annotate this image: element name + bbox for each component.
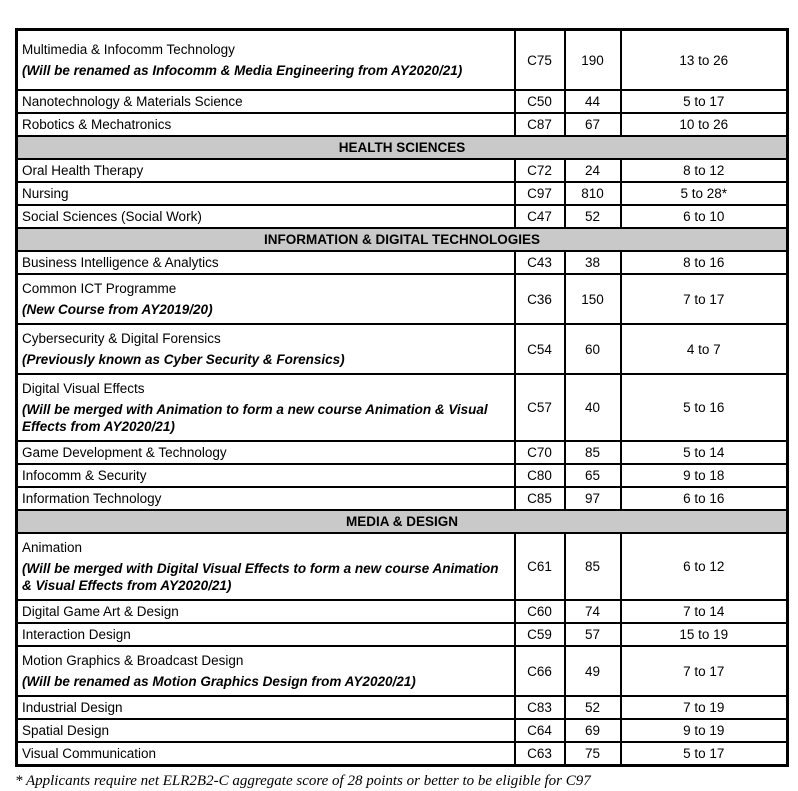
course-name: Motion Graphics & Broadcast Design xyxy=(22,653,244,668)
intake-cell: 69 xyxy=(565,719,621,742)
course-code-cell: C80 xyxy=(515,464,565,487)
course-code-cell: C47 xyxy=(515,205,565,228)
aggregate-range-cell: 15 to 19 xyxy=(621,623,788,646)
intake-cell: 49 xyxy=(565,646,621,696)
course-name: Game Development & Technology xyxy=(22,445,227,460)
aggregate-range-cell: 10 to 26 xyxy=(621,113,788,136)
course-name: Spatial Design xyxy=(22,723,110,738)
course-name: Social Sciences (Social Work) xyxy=(22,209,202,224)
intake-cell: 190 xyxy=(565,30,621,91)
course-name: Digital Game Art & Design xyxy=(22,604,179,619)
aggregate-range-cell: 4 to 7 xyxy=(621,324,788,374)
course-name: Animation xyxy=(22,540,83,555)
course-name-cell xyxy=(17,719,515,742)
table-row xyxy=(17,90,788,113)
intake-cell: 67 xyxy=(565,113,621,136)
course-note: (Will be renamed as Motion Graphics Design from AY2020/21) xyxy=(22,674,416,689)
course-name-cell xyxy=(17,324,515,374)
table-row xyxy=(17,441,788,464)
table-row xyxy=(17,533,788,600)
intake-cell: 40 xyxy=(565,374,621,441)
course-code-cell: C70 xyxy=(515,441,565,464)
course-name: Multimedia & Infocomm Technology xyxy=(22,42,235,57)
course-code-cell: C36 xyxy=(515,274,565,324)
course-name-cell xyxy=(17,533,515,600)
intake-cell: 24 xyxy=(565,159,621,182)
section-header-row xyxy=(17,136,788,159)
intake-cell: 60 xyxy=(565,324,621,374)
table-row xyxy=(17,274,788,324)
aggregate-range-cell: 6 to 16 xyxy=(621,487,788,510)
course-name-cell xyxy=(17,464,515,487)
aggregate-range-cell: 5 to 28* xyxy=(621,182,788,205)
table-row xyxy=(17,251,788,274)
course-table xyxy=(15,28,789,767)
course-name-cell xyxy=(17,90,515,113)
section-header-row xyxy=(17,510,788,533)
aggregate-range-cell: 13 to 26 xyxy=(621,30,788,91)
intake-cell: 97 xyxy=(565,487,621,510)
course-name: Visual Communication xyxy=(22,746,157,761)
course-code-cell: C60 xyxy=(515,600,565,623)
intake-cell: 57 xyxy=(565,623,621,646)
course-name-cell xyxy=(17,600,515,623)
course-name-cell xyxy=(17,274,515,324)
aggregate-range-cell: 6 to 12 xyxy=(621,533,788,600)
aggregate-range-cell: 5 to 17 xyxy=(621,742,788,766)
course-note: (Will be renamed as Infocomm & Media Engineering from AY2020/21) xyxy=(22,63,463,78)
course-name-cell xyxy=(17,623,515,646)
course-name-cell xyxy=(17,487,515,510)
course-note: (Will be merged with Animation to form a new course Animation & Visual Effects from AY2020/21) xyxy=(22,402,488,434)
course-code-cell: C59 xyxy=(515,623,565,646)
course-code-cell: C63 xyxy=(515,742,565,766)
aggregate-range-cell: 5 to 17 xyxy=(621,90,788,113)
table-row xyxy=(17,159,788,182)
aggregate-range-cell: 9 to 19 xyxy=(621,719,788,742)
course-name: Nursing xyxy=(22,186,69,201)
course-name: Industrial Design xyxy=(22,700,123,715)
aggregate-range-cell: 7 to 19 xyxy=(621,696,788,719)
intake-cell: 75 xyxy=(565,742,621,766)
course-table-body xyxy=(17,30,788,766)
course-note: (Previously known as Cyber Security & Forensics) xyxy=(22,352,345,367)
table-row xyxy=(17,600,788,623)
aggregate-range-cell: 5 to 14 xyxy=(621,441,788,464)
table-row xyxy=(17,719,788,742)
course-note: (New Course from AY2019/20) xyxy=(22,302,213,317)
aggregate-range-cell: 9 to 18 xyxy=(621,464,788,487)
course-name-cell xyxy=(17,646,515,696)
intake-cell: 52 xyxy=(565,696,621,719)
table-row xyxy=(17,696,788,719)
course-name: Common ICT Programme xyxy=(22,281,177,296)
course-name-cell xyxy=(17,159,515,182)
course-name-cell xyxy=(17,251,515,274)
course-name-cell xyxy=(17,113,515,136)
section-title: MEDIA & DESIGN xyxy=(17,510,788,533)
course-name: Cybersecurity & Digital Forensics xyxy=(22,331,221,346)
course-name-cell xyxy=(17,205,515,228)
course-code-cell: C50 xyxy=(515,90,565,113)
intake-cell: 74 xyxy=(565,600,621,623)
course-code-cell: C66 xyxy=(515,646,565,696)
course-name-cell xyxy=(17,742,515,766)
course-code-cell: C61 xyxy=(515,533,565,600)
table-row xyxy=(17,487,788,510)
course-name: Information Technology xyxy=(22,491,162,506)
course-name-cell xyxy=(17,30,515,91)
section-header-row xyxy=(17,228,788,251)
section-title: INFORMATION & DIGITAL TECHNOLOGIES xyxy=(17,228,788,251)
course-code-cell: C83 xyxy=(515,696,565,719)
intake-cell: 52 xyxy=(565,205,621,228)
aggregate-range-cell: 6 to 10 xyxy=(621,205,788,228)
table-row xyxy=(17,30,788,91)
aggregate-range-cell: 7 to 17 xyxy=(621,646,788,696)
table-row xyxy=(17,374,788,441)
course-code-cell: C97 xyxy=(515,182,565,205)
aggregate-range-cell: 8 to 12 xyxy=(621,159,788,182)
intake-cell: 65 xyxy=(565,464,621,487)
course-code-cell: C85 xyxy=(515,487,565,510)
intake-cell: 150 xyxy=(565,274,621,324)
intake-cell: 38 xyxy=(565,251,621,274)
course-name-cell xyxy=(17,182,515,205)
table-row xyxy=(17,205,788,228)
course-note: (Will be merged with Digital Visual Effects to form a new course Animation & Visual Effects from AY2020/21) xyxy=(22,561,499,593)
course-code-cell: C87 xyxy=(515,113,565,136)
course-code-cell: C54 xyxy=(515,324,565,374)
course-code-cell: C72 xyxy=(515,159,565,182)
section-title: HEALTH SCIENCES xyxy=(17,136,788,159)
course-code-cell: C43 xyxy=(515,251,565,274)
course-code-cell: C64 xyxy=(515,719,565,742)
course-code-cell: C75 xyxy=(515,30,565,91)
footnote: * Applicants require net ELR2B2-C aggregate score of 28 points or better to be eligible for C97 xyxy=(15,773,591,789)
intake-cell: 85 xyxy=(565,533,621,600)
intake-cell: 85 xyxy=(565,441,621,464)
table-row xyxy=(17,646,788,696)
aggregate-range-cell: 7 to 17 xyxy=(621,274,788,324)
course-name: Infocomm & Security xyxy=(22,468,147,483)
course-code-cell: C57 xyxy=(515,374,565,441)
course-name-cell xyxy=(17,696,515,719)
table-row xyxy=(17,182,788,205)
aggregate-range-cell: 7 to 14 xyxy=(621,600,788,623)
course-name: Business Intelligence & Analytics xyxy=(22,255,219,270)
intake-cell: 810 xyxy=(565,182,621,205)
aggregate-range-cell: 8 to 16 xyxy=(621,251,788,274)
table-row xyxy=(17,113,788,136)
table-row xyxy=(17,623,788,646)
course-name: Oral Health Therapy xyxy=(22,163,144,178)
course-name: Digital Visual Effects xyxy=(22,381,145,396)
aggregate-range-cell: 5 to 16 xyxy=(621,374,788,441)
course-name: Nanotechnology & Materials Science xyxy=(22,94,243,109)
course-name: Interaction Design xyxy=(22,627,131,642)
course-name-cell xyxy=(17,374,515,441)
table-row xyxy=(17,742,788,766)
table-row xyxy=(17,464,788,487)
course-name-cell xyxy=(17,441,515,464)
intake-cell: 44 xyxy=(565,90,621,113)
course-name: Robotics & Mechatronics xyxy=(22,117,172,132)
table-row xyxy=(17,324,788,374)
